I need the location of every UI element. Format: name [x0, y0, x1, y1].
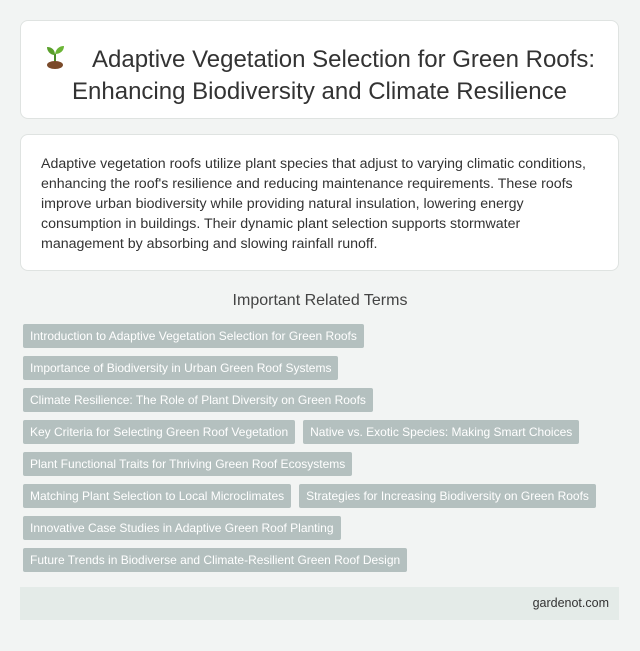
related-term-tag[interactable]: Introduction to Adaptive Vegetation Selection for Green Roofs	[23, 324, 364, 348]
footer	[20, 587, 619, 620]
related-term-tag[interactable]: Innovative Case Studies in Adaptive Green Roof Planting	[23, 516, 341, 540]
related-terms-heading: Important Related Terms	[232, 292, 408, 309]
related-term-tag[interactable]: Plant Functional Traits for Thriving Green Roof Ecosystems	[23, 452, 352, 476]
related-terms-list	[23, 324, 623, 572]
related-term-tag[interactable]: Climate Resilience: The Role of Plant Diversity on Green Roofs	[23, 388, 373, 412]
related-term-tag[interactable]: Importance of Biodiversity in Urban Green Roof Systems	[23, 356, 338, 380]
title-line-2: Enhancing Biodiversity and Climate Resilience	[72, 78, 567, 105]
footer-site-link[interactable]: gardenot.com	[532, 596, 609, 610]
description-text: Adaptive vegetation roofs utilize plant species that adjust to varying climatic conditions, enhancing the roof's resilience and reducing maintenance requirements. These roofs improve urban biodiversity while providing natural insulation, lowering energy consumption in buildings. Their dynamic plant selection supports stormwater management by absorbing and slowing rainfall runoff.	[41, 156, 586, 252]
related-term-tag[interactable]: Strategies for Increasing Biodiversity on Green Roofs	[299, 484, 596, 508]
title-line-1: Adaptive Vegetation Selection for Green Roofs:	[92, 46, 595, 73]
page-title	[21, 21, 618, 108]
related-term-tag[interactable]: Native vs. Exotic Species: Making Smart Choices	[303, 420, 579, 444]
related-term-tag[interactable]: Key Criteria for Selecting Green Roof Vegetation	[23, 420, 295, 444]
related-term-tag[interactable]: Future Trends in Biodiverse and Climate-Resilient Green Roof Design	[23, 548, 407, 572]
related-term-tag[interactable]: Matching Plant Selection to Local Microclimates	[23, 484, 291, 508]
seedling-icon	[44, 43, 66, 69]
header-card	[20, 20, 619, 119]
description-card	[20, 134, 619, 271]
